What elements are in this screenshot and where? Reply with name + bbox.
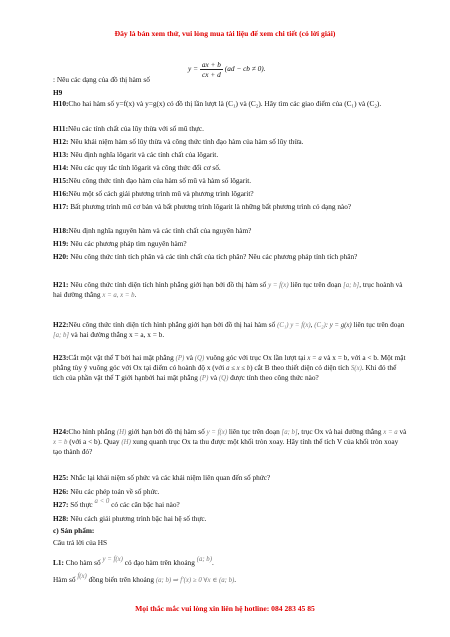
question-h23: H23:Cắt một vật thể T bởi hai mặt phẳng (P) và (Q) vuông góc với trục Ox lần lượt tại x = a và x = b, với a < b. Một mặt phẳng tùy ý vuông góc với Ox tại điểm có hoành độ x (với a ≤ x ≤ b) cắt B theo thiết diện có diện tích S(x). Khi đó thể tích của phần vật thể T giới hạnbởi hai mặt phẳng (P) và (Q) được tính theo công thức nào? xyxy=(53,353,406,382)
question-h24: H24:Cho hình phẳng (H) giới hạn bởi đồ thị hàm số y = f(x) liên tục trên đoạn [a; b], trục Ox và hai đường thẳng x = a và x = b (với a < b). Quay (H) xung quanh trục Ox ta thu được một khối tròn xoay. Hãy tính thể tích V của khối tròn xoay tạo thành đó? xyxy=(53,427,407,456)
question-h22: H22:Nêu công thức tính diện tích hình phẳng giới hạn bởi đồ thị hai hàm số (C₁) y = f(x), (C₂): y = g(x) liên tục trên đoạn [a; b] và hai đường thẳng x = a, x = b. xyxy=(53,320,405,339)
question-h15: H15:Nêu công thức tính đạo hàm của hàm số mũ và hàm số lôgarit. xyxy=(53,176,252,185)
hotline-banner: Mọi thắc mắc vui lòng xin liên hệ hotline: 084 283 45 85 xyxy=(135,604,315,613)
question-h26: H26: Nêu các phép toán về số phức. xyxy=(53,487,160,496)
question-h25: H25: Nhắc lại khái niệm số phức và các khái niệm liên quan đến số phức? xyxy=(53,473,271,482)
formula-numerator: ax + b xyxy=(201,60,221,69)
formula-condition: (ad − cb ≠ 0). xyxy=(224,64,266,74)
question-h14: H14: Nêu các quy tắc tính lôgarit và công thức đổi cơ số. xyxy=(53,163,221,172)
section-subheading: Câu trả lời của HS xyxy=(53,538,108,547)
question-h13: H13: Nêu định nghĩa lôgarit và các tính chất của lôgarit. xyxy=(53,150,219,159)
formula-lhs: y = xyxy=(188,64,198,74)
question-h20: H20: Nêu công thức tính tích phân và các tính chất của tích phân? Nêu các phương pháp tính tích phân? xyxy=(53,252,358,261)
question-h18: H18:Nêu định nghĩa nguyên hàm và các tính chất của nguyên hàm? xyxy=(53,226,252,235)
question-h27: H27: Số thực a < 0 có các căn bậc hai nào? xyxy=(53,498,180,509)
question-h28: H28: Nêu cách giải phương trình bậc hai hệ số thực. xyxy=(53,514,207,523)
preview-banner: Đây là bản xem thử, vui lòng mua tài liệu để xem chi tiết (có lời giải) xyxy=(114,29,336,38)
answer-l1: L1: Cho hàm số y = f(x) có đạo hàm trên khoảng (a; b). xyxy=(53,556,214,567)
question-h10: H10:Cho hai hàm số y=f(x) và y=g(x) có đồ thị lần lượt là (C₁) và (C₂). Hãy tìm các giao điểm của (C₁) và (C₂). xyxy=(53,99,382,108)
answer-l2: Hàm số f(x) đồng biến trên khoảng (a; b) ⇒ f′(x) ≥ 0 ∀x ∈ (a; b). xyxy=(53,573,237,584)
question-h16: H16:Nêu một số cách giải phương trình mũ và phương trình lôgarit? xyxy=(53,189,254,198)
question-h11: H11:Nêu các tính chất của lũy thừa với số mũ thực. xyxy=(53,124,204,133)
question-h12: H12: Nêu khái niệm hàm số lũy thừa và công thức tính đạo hàm của hàm số lũy thừa. xyxy=(53,137,304,146)
question-h21: H21: Nêu công thức tính diện tích hình phẳng giới hạn bởi đồ thị hàm số y = f(x) liên tục trên đoạn [a; b], trục hoành và hai đường thẳng x = a, x = b. xyxy=(53,280,403,299)
question-h17: H17: Bất phương trình mũ cơ bản và bất phương trình lôgarit là những bất phương trình có dạng nào? xyxy=(53,202,352,211)
question-h8: : Nêu các dạng của đồ thị hàm số xyxy=(53,75,150,84)
question-h19: H19: Nêu các phương pháp tìm nguyên hàm? xyxy=(53,239,187,248)
question-h9: H9 xyxy=(53,88,63,97)
formula-denominator: cx + d xyxy=(202,70,221,79)
section-heading-product: c) Sản phẩm: xyxy=(53,526,95,535)
